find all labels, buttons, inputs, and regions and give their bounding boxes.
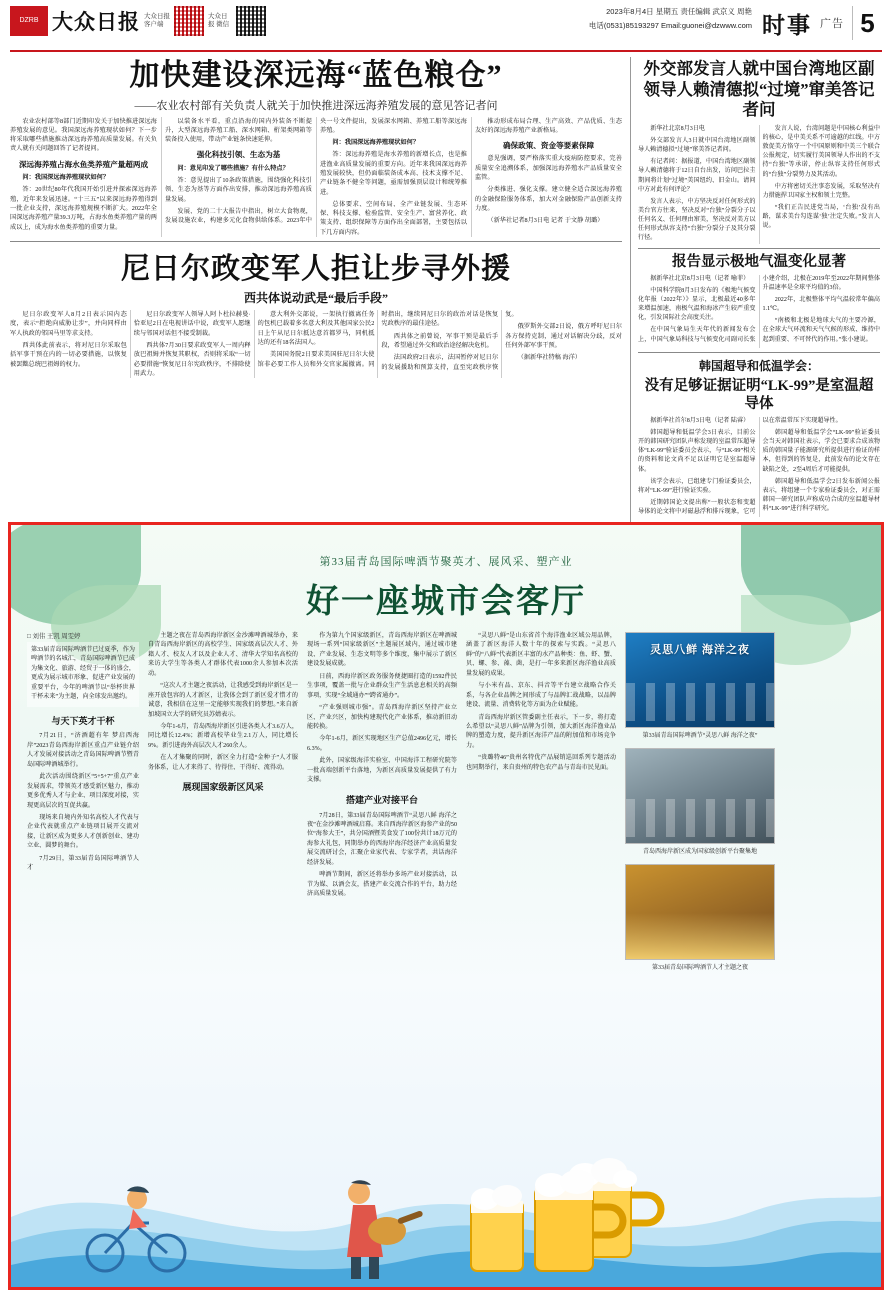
right-article3-para: 该学会表示，已组建专门验证委员会，将对“LK-99”进行验证实验。 (638, 478, 756, 494)
photo-figures-decor (626, 683, 774, 721)
feature-photo-caption: 第33届青岛国际啤酒节“灵思八鲜 海洋之夜” (642, 733, 758, 739)
feature-para: 在人才集聚的同时，新区全力打造“金种子”人才服务体系，让人才来得了、待得住、干得好、流得动。 (148, 755, 298, 771)
right-article3-dateline: 据新华社首尔8月3日电（记者 陆睿） (650, 417, 750, 424)
article2-para: 意大利外交部说，一架执行撤离任务的包机已载着多名意大利及其他国家公民2日上午从尼日尔抵达意首都罗马，同机抵达的还有18名法国人。 (257, 311, 375, 346)
masthead (10, 6, 882, 52)
right-article1-body (638, 125, 880, 244)
divider (10, 241, 622, 242)
ad-label: 广告 (820, 18, 844, 30)
feature-para: 与小米有品、京东、抖音等平台建立战略合作关系，与各企业品牌之间形成了与品牌汇战战略，以品牌建设、流量、消费转化等方面为企业赋能。 (466, 683, 616, 709)
right-article1-para: 外交部发言人3日就中国台湾地区副领导人赖清德拟“过境”窜美答记者问。 (638, 138, 756, 154)
feature-para: 今年1-6月，新区实现地区生产总值2496亿元，增长6.3%。 (307, 736, 457, 752)
article1-headline: 加快建设深远海“蓝色粮仓” (129, 59, 503, 92)
right-article3-kicker: 韩国超导和低温学会： (698, 358, 819, 373)
feature-para: 青岛西海岸新区管委副主任表示，下一步，将打造么希望以“灵思八鲜”品牌为引领，加大新区海洋渔业品牌的塑造力度，提升新区海洋产品的附加值和市场竞争力。 (466, 714, 616, 749)
right-article2-para: “南极和北极是地球大气的主要冷源，在全球大气环流和天气气候的形成、维持中起到重要、不可替代的作用。”张小建说。 (762, 318, 880, 343)
article2-para: 西共体之前曾说，军事干预是最后手段，希望通过外交和政治途径解决危机。 (381, 332, 499, 349)
article2-headline: 尼日尔政变军人拒让步寻外援 (120, 253, 511, 286)
article2-para: 美国国务院2日要求美国驻尼日尔大使馆非必要工作人员和外交官家属撤离。同时指出，继续同尼日尔的政治对话是恢复宪政秩序的最佳途径。 (257, 311, 499, 368)
article1-para: 意见强调，要严格落实重大疫病防控要求，完善质量安全追溯体系，加强深远海养殖水产品质量安全监管。 (475, 155, 622, 182)
article1-para: 答：20世纪80年代我国开始引进并探索深远海养殖，近年来发展迅速。“十三五”以来深远海养殖得到一批企业支持，深远海养殖规模不断扩大。2022年全国深远海养殖产量39.3万吨，占海水鱼类养殖产量的两成以上，成为海水鱼类养殖的重要力量。 (10, 186, 157, 231)
right-article3-headline: 没有足够证据证明“LK-99”是室温超导体 (644, 377, 874, 412)
feature-byline: □ 刘伟 王凯 周雯婷 (27, 633, 81, 640)
right-article1-headline: 外交部发言人就中国台湾地区副领导人赖清德拟“过境”窜美答记者问 (643, 59, 875, 120)
qr1-label: 大众日报 客户端 (144, 12, 170, 28)
article2-para: 俄罗斯外交部2日说，俄方呼吁尼日尔各方保持克制，通过对话解决分歧，反对任何外部军事干预。 (505, 323, 622, 349)
feature-columns (27, 632, 865, 980)
feature-para: 现场来自境内外知名高校人才代表与企业代表就重点产业链项目展开交流对接，让新区成为更多人才创新创业、建功立业、圆梦的舞台。 (27, 814, 139, 850)
right-article3-para: 韩国超导和低温学会“LK-99”验证委员会当天对韩国社表示，学会已要求合成该物质的韩国量子能源研究所提供进行验证的样本，但得到的答复是，此前发布的论文存在缺陷之处，2至4周后才可能提供。 (762, 430, 880, 473)
feature-para: 7月29日，第33届青岛国际啤酒节人才 (27, 855, 139, 872)
right-article3-para: 近期韩国论文提出称“一般状态和变超导体的论文将中对磁悬浮和排斥现象，它可以在常温常压下实现超导性。 (638, 417, 842, 516)
article2-para: 西共体7月30日要求政变军人一周内释放巴祖姆并恢复其职权，否则将采取“一切必要措施”恢复尼日尔宪政秩序，不排除使用武力。 (133, 341, 251, 377)
right-article1-para: 中方将密切关注事态发展，采取坚决有力措施捍卫国家主权和领土完整。 (762, 183, 880, 199)
article1-para: 农业农村部等8部门近期印发关于加快推进深远海养殖发展的意见。我国深远海养殖现状如何？下一步将采取哪些措施推动深远海养殖高质量发展。有关负责人就有关问题回答了记者提问。 (10, 117, 157, 153)
right-column (630, 57, 880, 527)
qr2-label: 大众日报 微信 (208, 12, 230, 28)
beer-mug-cluster-icon (461, 1153, 631, 1283)
article1-signoff: （新华社记者8月3日电 记者 于文静 胡璐） (487, 217, 604, 225)
cyclist-figure-icon (71, 1157, 201, 1277)
masthead-logo-group (10, 6, 266, 36)
photo-beer-decor (626, 913, 774, 959)
feature-para: “这次人才主题之夜活动，让我感受到海岸新区是一座开放包容的人才新区，让我体会到了新区爱才惜才的诚意，我相信在这里一定能够实现我们的梦想。”来自新加坡国立大学的研究员苏婧表示。 (148, 683, 298, 718)
article1-body (10, 117, 622, 238)
feature-photo-gallery (625, 632, 775, 980)
main-content (10, 57, 882, 527)
feature-para: 此外，国家级海洋实验室、中国海洋工程研究院等一批高端创新平台落地，为新区高质量发展提供了有力支撑。 (307, 758, 457, 784)
right-article1-para: 发言人表示，中方坚决反对任何形式的美台官方往来，坚决反对“台独”分裂分子以任何名义、任何理由窜美，坚决反对美方以任何形式纵容支持“台独”分裂分子及其分裂行径。 (638, 198, 756, 242)
right-article1-dateline: 新华社北京8月3日电 (650, 125, 706, 132)
right-article1-para: 发言人说，台湾问题是中国核心利益中的核心，是中美关系不可逾越的红线。中方敦促美方恪守一个中国原则和中美三个联合公报规定，切实履行美国领导人作出的不支持“台独”等承诺，停止纵容支持任何形式的“台独”分裂势力及其活动。 (762, 125, 880, 178)
article2-para: 尼日尔政变军人8月2日表示国内态度，表示“拒绝向威胁让步”，并向同样由军人执政的邻国马里等求支持。 (10, 311, 127, 337)
page-number: 5 (852, 6, 882, 40)
right-article1-para: 有记者问：据报道，中国台湾地区副领导人赖清德将于12日自台出发，访问巴拉圭期间将计划“过境”美国纽约、旧金山。请问中方对此有何评论？ (638, 159, 756, 193)
feature-photo (625, 864, 775, 960)
feature-para: “贵璐特46”贵州名特优产品展销巡回系列专题活动也同期举行，来自贵州的特色农产品与青岛市民见面。 (466, 755, 616, 771)
right-article2-headline: 报告显示极地气温变化显著 (672, 253, 846, 270)
feature-para: “灵思八鲜”是山东省首个海洋渔业区域公用品牌，涵盖了新区海洋人数十年的探索与实践。“灵思八鲜”的“八鲜”代表新区丰富的水产品种类：鱼、虾、蟹、贝、螺、参、藻、菌，是打一年多来新区海洋渔业高质量发展的成果。 (466, 633, 616, 677)
section-title: 时事 (762, 12, 812, 38)
qr-code-app[interactable] (174, 6, 204, 36)
article1-subhead: ——农业农村部有关负责人就关于加快推进深远海养殖发展的意见答记者问 (134, 99, 498, 112)
feature-para: 作为第九个国家级新区，青岛西海岸新区在啤酒城现场一系列“国家级新区”主题展区域内，通过城市建设、产业发展、生态文明等多个维度，集中展示了新区建设发展成就。 (307, 633, 457, 668)
left-column (10, 57, 622, 527)
article2-subhead: 西共体说动武是“最后手段” (243, 291, 388, 306)
feature-para: 今年1-6月，青岛西海岸新区引进各类人才3.6万人，同比增长12.4%；新增高校毕业生2.1万人，同比增长9%。新引进海外高层次人才260余人。 (148, 723, 298, 749)
feature-column-3 (307, 632, 457, 980)
feature-kicker: 第33届青岛国际啤酒节聚英才、展风采、塑产业 (319, 556, 573, 568)
article1-para: 推动形成布局合理、生产高效、产品优质、生态友好的深远海养殖产业新格局。 (475, 117, 622, 134)
right-article2-para: 在中国气象局生天年代的新闻发布会上，中国气象局科技与气候变化司副司长张小建介绍，北极在2019年至2022年期间整体升温速率是全球平均值的3倍。 (638, 275, 880, 343)
article2-body (10, 310, 622, 378)
photo-figures-decor (626, 799, 774, 837)
right-article1-para: “我们正告民进党当局，‘台独’没有出路，谋求美台勾连谋‘独’注定失败。”发言人说。 (762, 205, 880, 230)
feature-subtitle-1: 与天下英才干杯 (51, 715, 115, 726)
feature-column-4 (466, 632, 616, 980)
article1-para: 发展、党的二十大报告中指出，树立大食物观，发展设施农业，构建多元化食物供给体系。2023年中央一号文件提出，发展深水网箱、养殖工船等深远海养殖。 (165, 117, 467, 225)
feature-content (11, 525, 881, 990)
feature-subtitle-2: 展现国家级新区风采 (182, 782, 264, 793)
masthead-meta (266, 6, 762, 31)
feature-para: 7月21日，“济酒超有年 梦启西海岸”2023青岛西海岸新区重点产业链介绍人才发展对接活动之青岛国际啤酒节暨青岛国际啤酒城举行。 (27, 733, 139, 768)
feature-lead: 第33届青岛国际啤酒节已过夏季，作为啤酒节的名城汇，青岛国际啤酒节已成为集文化、旅游、经贸于一体的盛会，更成为展示城市形象、促进产业发展的重要平台，今年的啤酒节以“举杯世界 干杯未来”为主题，向全球发出邀约。 (27, 642, 139, 707)
article1-para: 以装备水平看，重点沿海的国内外装备不断提升，大型深远海养殖工船、深水网箱、桁架类网箱等装备投入使用，带动产业链条快速延伸。 (165, 117, 312, 144)
article1-para: 总体要求、空间布局、全产业链发展、生态环保、科技支撑、检验监管、安全生产、富营养化、政策支持、组织保障等方面作出全面部署，主要包括以下几方面内容。 (320, 200, 467, 236)
contact-line: 电话(0531)85193297 Email:guonei@dzwww.com (588, 21, 752, 30)
feature-photo (625, 632, 775, 728)
feature-spread (8, 522, 884, 1290)
article1-para: 分类推进、强化支撑。建立健全适合深远海养殖的金融保险服务体系，加大对金融保险产品创新支持力度。 (475, 186, 622, 212)
feature-para: 啤酒节期间，新区还将举办多场产业对接活动，以节为媒、以酒会友，搭建产业交流合作的平台，助力经济高质量发展。 (307, 872, 457, 897)
issue-date-line: 2023年8月4日 星期五 责任编辑 武京义 周艳 (606, 7, 752, 16)
feature-para: 主题之夜在青岛西海岸新区金沙滩啤酒城举办，来自青岛西海岸新区的高校学生、国家级高层次人才、外籍人才、校友人才以及企业人才、清华大学知名高校的来访大学生等各类人才群体代表1000余人参加本次活动。 (148, 633, 298, 677)
feature-para: “产业强则城市强”。青岛西海岸新区坚持产业立区、产业兴区，加快构建现代化产业体系，推动新旧动能转换。 (307, 705, 457, 730)
article1-para: 问：我国深远海养殖现状如何？ (332, 139, 420, 147)
masthead-section (762, 6, 882, 40)
feature-para: 日前，西海岸新区政务服务便捷圈打造的1592件民生事项，覆盖一批与企业群众生产生活息息相关的高频事项，实现“全域通办”“跨省通办”。 (307, 673, 457, 699)
article1-subtitle-1: 深远海养殖占海水鱼类养殖产量超两成 (18, 159, 149, 169)
right-article2-para: 2022年，北极整体平均气温较常年偏高1.1℃。 (762, 296, 880, 313)
qr-code-wechat[interactable] (236, 6, 266, 36)
paper-logo-mark: DZRB (10, 6, 48, 36)
paper-name: 大众日报 (52, 10, 140, 34)
feature-photo-caption: 青岛西海岸新区成为国家级创新平台聚集地 (642, 849, 757, 855)
feature-para: 7月28日，第33届青岛国际啤酒节“灵思八鲜 海洋之夜”在金沙滩啤酒城启幕。来自西海岸新区海参产业的50位“海参大王”，共分国酒暨美食发了100份共计18万元的海参大礼包，同期举办的西海岸海洋经济产业高质量发展交流研讨会，汇聚企业家代表、专家学者，共话海洋经济发展。 (307, 812, 457, 866)
feature-column-2 (148, 632, 298, 980)
feature-photo-caption: 第33届青岛国际啤酒节人才主题之夜 (651, 965, 748, 971)
right-article3-para: 韩国超导和低温学会2日发布新闻公报表示，将组建一个专家验证委员会，对正需韩国一研究团队声称成功合成的室温超导材料“LK-99”进行科学研究。 (762, 478, 880, 513)
guitarist-figure-icon (311, 1161, 431, 1281)
article1-para: 问：我国深远海养殖现状如何？ (22, 174, 110, 182)
photo-overlay-text: 灵思八鲜 海洋之夜 (650, 644, 750, 656)
article2-para: 尼日尔政变军人领导人阿卜杜拉赫曼·恰亚尼2日在电视讲话中说，政变军人愿继续与邻国对话但不接受制裁。 (133, 311, 251, 337)
feature-para: 此次活动围绕新区“5+5+7”重点产业发展需求，带领英才感受新区魅力，推动更多优秀人才与企业、项目深度对接，实现更高层次的互促共赢。 (27, 774, 139, 809)
right-article3-para: 韩国超导和低温学会3日表示，目前公开的韩国研究团队声称发现的室温常压超导体“LK-99”验证委员会表示，与“LK-99”相关的资料和论文尚不足以证明它是室温超导体。 (638, 430, 756, 473)
article1-para: 问：意见印发了哪些措施？有什么特点？ (177, 164, 289, 172)
right-article3-body (638, 417, 880, 517)
article1-subtitle-2: 强化科技引领、生态为基 (196, 150, 281, 160)
article2-para: 西共体此前表示，将对尼日尔采取包括军事干预在内的一切必要措施，以恢复被罢黜总统巴祖姆的权力。 (10, 341, 127, 368)
divider (638, 248, 880, 249)
article1-para: 答：深远海养殖是海水养殖的新增长点，也是推进渔业高质量发展的重要方向。近年来我国深远海养殖发展较快，但仍面临装备成本高、技术支撑不足、产业链条不健全等问题，亟需加强顶层设计和统筹推进。 (320, 151, 467, 196)
right-article2-body (638, 275, 880, 348)
feature-photo (625, 748, 775, 844)
right-article2-dateline: 据新华社北京8月3日电（记者 喻菲） (650, 275, 750, 282)
article1-subtitle-3: 确保政策、资金等要素保障 (502, 141, 595, 151)
article1-para: 答：意见提出了10条政策措施，围绕强化科技引领、生态为基等方面作出安排，推动深远海养殖高质量发展。 (165, 177, 312, 203)
article2-signoff: （据新华社特稿 海洋） (517, 354, 581, 362)
feature-subtitle-3: 搭建产业对接平台 (345, 794, 418, 805)
right-article2-para: 中国科学院8月3日发布的《极地气候变化年报（2022年）》显示，北极最近40多年来增温加速，南极气温和海冰产生较严重变化，引发国际社会高度关注。 (638, 287, 756, 322)
divider (638, 352, 880, 353)
feature-column-1 (27, 632, 139, 980)
feature-title: 好一座城市会客厅 (306, 584, 586, 620)
article2-para: 法国政府2日表示，法国暂停对尼日尔的发展援助和预算支持，直至宪政秩序恢复。 (381, 311, 518, 371)
